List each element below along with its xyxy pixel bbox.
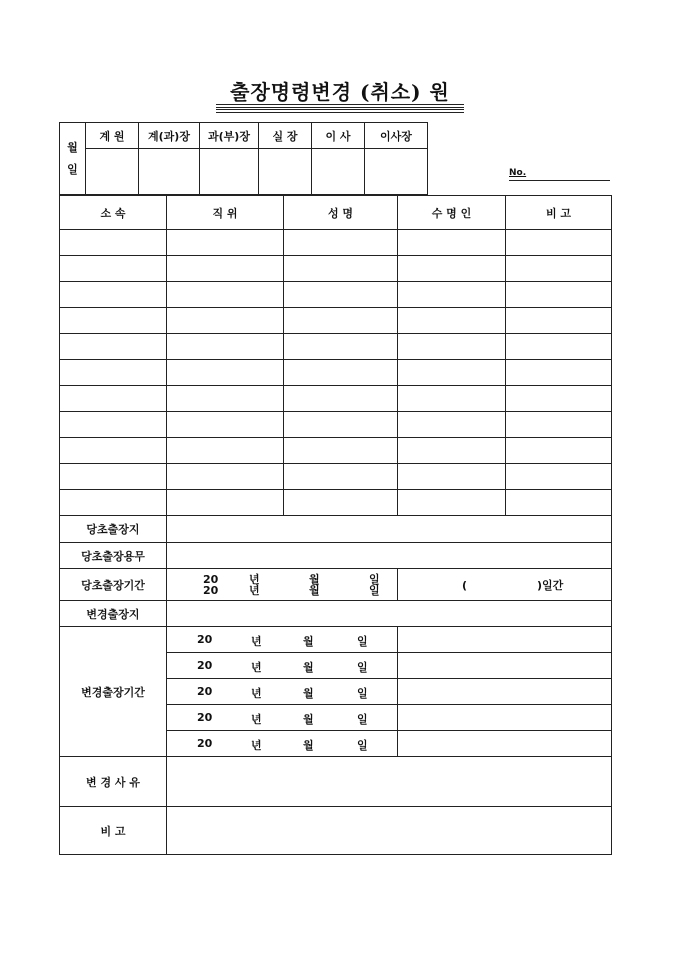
month-label: 월 [67,140,78,154]
table-cell[interactable] [60,490,167,516]
table-cell[interactable] [167,230,284,256]
table-cell[interactable] [506,282,612,308]
year-prefix: 20 [197,684,213,698]
day-unit: 일 [357,738,368,752]
changed-period-note[interactable] [398,653,612,679]
table-cell[interactable] [506,412,612,438]
table-cell[interactable] [398,464,506,490]
table-cell[interactable] [506,308,612,334]
table-cell[interactable] [284,386,398,412]
form-title: 출장명령변경 (취소) 원 [230,80,450,104]
approval-sign-box[interactable] [259,149,312,195]
table-cell[interactable] [60,256,167,282]
day-unit: 일 [357,686,368,700]
original-purpose-label: 당초출장용무 [60,543,167,569]
approval-header: 이사장 [365,123,428,149]
table-cell[interactable] [284,256,398,282]
original-place-label: 당초출장지 [60,516,167,543]
month-unit: 월 [303,686,314,700]
column-header-row [60,196,612,230]
table-cell[interactable] [167,360,284,386]
day-unit: 일 [369,583,380,597]
table-cell[interactable] [398,282,506,308]
day-unit: 일 [357,660,368,674]
table-cell[interactable] [506,230,612,256]
changed-period-date[interactable] [167,627,398,653]
table-cell[interactable] [167,386,284,412]
approval-sign-box[interactable] [365,149,428,195]
month-unit: 월 [309,583,320,597]
column-header: 소 속 [60,196,167,230]
year-unit: 년 [251,712,262,726]
title-underline [216,104,464,108]
approval-header: 과(부)장 [200,123,259,149]
original-period-days[interactable] [398,569,612,601]
changed-period-rows [60,627,612,757]
table-cell[interactable] [398,438,506,464]
table-cell[interactable] [506,490,612,516]
remarks-label: 비 고 [60,807,167,855]
column-header: 수 명 인 [398,196,506,230]
approval-header: 이 사 [312,123,365,149]
changed-period-note[interactable] [398,705,612,731]
days-open-paren: ( [462,578,468,592]
table-cell[interactable] [60,308,167,334]
main-form-table [59,195,612,855]
table-cell[interactable] [398,490,506,516]
table-cell[interactable] [506,464,612,490]
year-unit: 년 [251,686,262,700]
table-row [60,308,612,334]
original-period-label: 당초출장기간 [60,569,167,601]
table-cell[interactable] [60,386,167,412]
day-label: 일 [67,162,78,176]
table-row [60,464,612,490]
approval-table [59,122,428,195]
table-cell[interactable] [506,438,612,464]
table-cell[interactable] [284,490,398,516]
table-cell[interactable] [506,334,612,360]
year-prefix: 20 [203,583,219,597]
approval-header: 계 원 [86,123,139,149]
approval-sign-box[interactable] [139,149,200,195]
table-cell[interactable] [398,360,506,386]
table-cell[interactable] [60,438,167,464]
year-prefix: 20 [197,736,213,750]
table-cell[interactable] [60,334,167,360]
changed-period-note[interactable] [398,627,612,653]
table-row [60,256,612,282]
table-cell[interactable] [398,230,506,256]
table-cell[interactable] [60,230,167,256]
table-row [60,386,612,412]
title-underline-2 [216,109,464,113]
table-cell[interactable] [398,256,506,282]
column-header: 직 위 [167,196,284,230]
year-prefix: 20 [197,658,213,672]
original-period-dates[interactable] [167,569,398,601]
changed-place-label: 변경출장지 [60,601,167,627]
changed-period-label: 변경출장기간 [60,627,167,757]
change-reason-label: 변 경 사 유 [60,757,167,807]
table-row [60,360,612,386]
remarks-field[interactable] [167,807,612,855]
table-cell[interactable] [60,412,167,438]
column-header: 비 고 [506,196,612,230]
approval-sign-box[interactable] [86,149,139,195]
table-row [60,334,612,360]
month-unit: 월 [303,634,314,648]
table-cell[interactable] [60,282,167,308]
table-row [60,230,612,256]
table-cell[interactable] [167,490,284,516]
change-reason-field[interactable] [167,757,612,807]
table-cell[interactable] [284,308,398,334]
changed-place-field[interactable] [167,601,612,627]
changed-period-date[interactable] [167,705,398,731]
table-row [60,438,612,464]
table-cell[interactable] [167,412,284,438]
table-cell[interactable] [284,230,398,256]
original-purpose-field[interactable] [167,543,612,569]
table-cell[interactable] [60,464,167,490]
table-cell[interactable] [284,334,398,360]
table-cell[interactable] [506,360,612,386]
table-cell[interactable] [284,438,398,464]
document-number-label: No. [509,168,527,178]
approval-header: 계(과)장 [139,123,200,149]
table-cell[interactable] [167,282,284,308]
changed-period-date[interactable] [167,731,398,757]
table-cell[interactable] [506,386,612,412]
personnel-rows [60,230,612,516]
table-row [60,282,612,308]
table-cell[interactable] [284,282,398,308]
year-unit: 년 [251,738,262,752]
year-prefix: 20 [197,632,213,646]
changed-period-date[interactable] [167,679,398,705]
changed-period-row [60,627,612,653]
table-cell[interactable] [398,334,506,360]
changed-period-date[interactable] [167,653,398,679]
year-unit: 년 [249,572,260,586]
table-cell[interactable] [284,412,398,438]
table-cell[interactable] [506,256,612,282]
year-unit: 년 [249,583,260,597]
document-number-field[interactable] [509,180,610,181]
month-unit: 월 [303,738,314,752]
year-prefix: 20 [203,572,219,586]
table-cell[interactable] [167,334,284,360]
table-cell[interactable] [284,360,398,386]
table-cell[interactable] [167,256,284,282]
table-row [60,490,612,516]
table-cell[interactable] [398,386,506,412]
changed-period-note[interactable] [398,731,612,757]
year-prefix: 20 [197,710,213,724]
year-unit: 년 [251,634,262,648]
approval-sign-box[interactable] [312,149,365,195]
table-cell[interactable] [167,438,284,464]
day-unit: 일 [357,634,368,648]
table-cell[interactable] [167,464,284,490]
original-place-field[interactable] [167,516,612,543]
table-cell[interactable] [398,308,506,334]
year-unit: 년 [251,660,262,674]
column-header: 성 명 [284,196,398,230]
month-unit: 월 [303,712,314,726]
table-row [60,412,612,438]
approval-header: 실 장 [259,123,312,149]
month-unit: 월 [303,660,314,674]
changed-period-note[interactable] [398,679,612,705]
approval-date-label [60,123,86,195]
table-cell[interactable] [284,464,398,490]
month-unit: 월 [309,572,320,586]
approval-sign-box[interactable] [200,149,259,195]
day-unit: 일 [369,572,380,586]
days-suffix: )일간 [537,578,564,592]
table-cell[interactable] [398,412,506,438]
table-cell[interactable] [60,360,167,386]
table-cell[interactable] [167,308,284,334]
day-unit: 일 [357,712,368,726]
